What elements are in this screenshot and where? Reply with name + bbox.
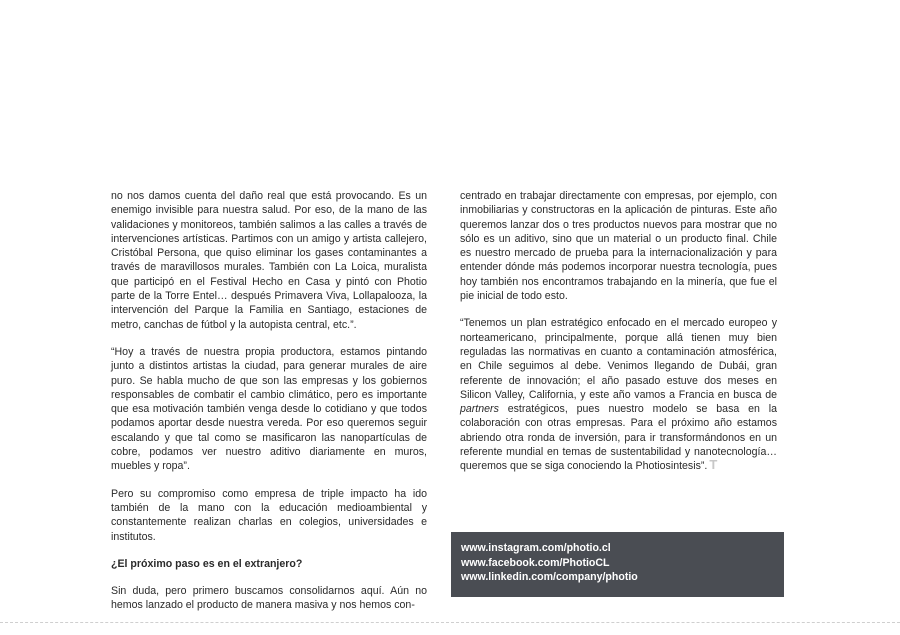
paragraph-answer: Sin duda, pero primero buscamos consolidarnos aquí. Aún no hemos lanzado el producto de manera masiva y nos hemos con- — [111, 585, 427, 612]
quote-text-end: estratégicos, pues nuestro modelo se basa en la colaboración con otras empresas. Para el próximo año estamos abriendo otra ronda de inversión, para ir transformándonos en un referente mundial en temas de sustentabilidad y nanotecnología… queremos que se siga conociendo la Photiosintesis”. — [460, 403, 777, 473]
left-column — [111, 189, 427, 613]
end-mark-icon: T — [709, 457, 718, 473]
instagram-link[interactable]: www.instagram.com/photio.cl — [461, 542, 611, 554]
italic-partners: partners — [460, 403, 499, 416]
facebook-link[interactable]: www.facebook.com/PhotioCL — [461, 556, 610, 569]
paragraph-continuation: centrado en trabajar directamente con empresas, por ejemplo, con inmobiliarias y constructoras en la aplicación de pinturas. Este año queremos lanzar dos o tres productos nuevos para mostrar que no sólo es un aditivo, sino que un material o un producto final. Chile es nuestro mercado de prueba para la internacionalización y para entender dónde más podemos incorporar nuestra tecnología, pues hoy también nos encontramos trabajando en la minería, que fue el pie inicial de todo esto. — [460, 190, 777, 303]
paragraph-quote-strategy — [460, 316, 777, 473]
social-links-box — [451, 532, 784, 597]
page-bottom-divider — [0, 622, 900, 623]
paragraph-murals: no nos damos cuenta del daño real que está provocando. Es un enemigo invisible para nuestra salud. Por eso, de la mano de las validaciones y monitoreos, también salimos a las calles a través de intervenciones artísticas. Partimos con un amigo y artista callejero, Cristóbal Persona, que quiso eliminar los gases contaminantes a través de maravillosos murales. También con La Loica, muralista que participó en el Festival Hecho en Casa y pintó con Photio parte de la Torre Entel… después Primavera Viva, Lollapalooza, la intervención del Parque la Familia en Santiago, estaciones de metro, canchas de fútbol y la autopista central, etc.”. — [111, 190, 427, 331]
linkedin-link[interactable]: www.linkedin.com/company/photio — [461, 571, 638, 583]
paragraph-education: Pero su compromiso como empresa de triple impacto ha ido también de la mano con la educación medioambiental y constantemente realizan charlas en colegios, universidades e institutos. — [111, 487, 427, 543]
quote-text-start: “Tenemos un plan estratégico enfocado en el mercado europeo y norteamericano, principalmente, porque allá tienen muy bien reguladas las normativas en cuanto a contaminación atmosférica, en Chile seguimos al debe. Venimos llegando de Dubái, gran referente de innovación; el año pasado estuve dos meses en Silicon Valley, California, y este año vamos a Francia en busca de — [460, 317, 777, 401]
paragraph-quote-productora: “Hoy a través de nuestra propia productora, estamos pintando junto a distintos artistas la ciudad, para generar murales de aire puro. Se habla mucho de que son las empresas y los gobiernos responsables de combatir el cambio climático, pero es importante que esa motivación también venga desde lo cotidiano y que todos podamos aportar desde nuestra vereda. Por eso queremos seguir escalando y que tal como se masificaron las nanopartículas de cobre, podamos ver nuestro aditivo diariamente en muros, muebles y ropa”. — [111, 345, 427, 473]
right-column — [460, 189, 777, 487]
section-heading: ¿El próximo paso es en el extranjero? — [111, 557, 303, 570]
